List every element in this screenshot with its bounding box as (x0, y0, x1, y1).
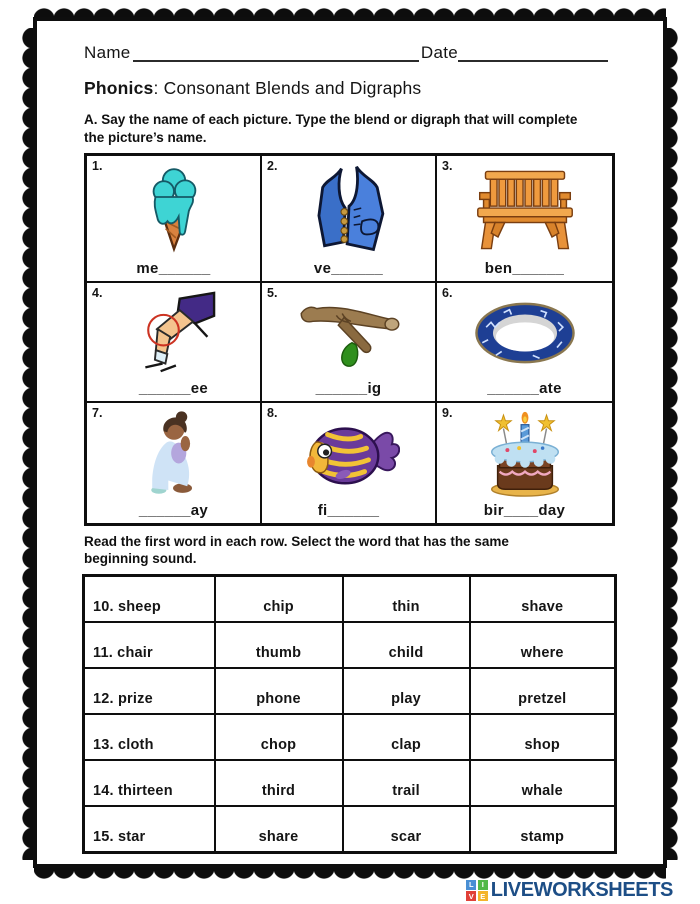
birthday-cake-image (478, 403, 572, 502)
choice-word[interactable]: shave (470, 576, 616, 623)
answer-blank-8[interactable]: fi______ (317, 501, 380, 519)
picture-cell-1 (87, 156, 262, 283)
choice-word[interactable]: shop (470, 714, 616, 760)
choice-word[interactable]: stamp (470, 806, 616, 853)
picture-cell-5 (262, 283, 437, 403)
choice-word[interactable]: thin (343, 576, 470, 623)
choice-word[interactable]: scar (343, 806, 470, 853)
picture-cell-9 (437, 403, 612, 523)
answer-blank-7[interactable]: ______ay (138, 501, 209, 519)
choice-word[interactable]: where (470, 622, 616, 668)
prompt-word: 10. sheep (84, 576, 215, 623)
knee-image (131, 283, 217, 380)
choice-word[interactable]: chop (215, 714, 343, 760)
liveworksheets-logo-icon (466, 880, 488, 902)
choice-word[interactable]: share (215, 806, 343, 853)
section-a-instruction: A. Say the name of each picture. Type the blend or digraph that will complete the picture’s name. (84, 112, 578, 145)
picture-number: 2. (267, 158, 278, 173)
picture-number: 7. (92, 405, 103, 420)
picture-number: 3. (442, 158, 453, 173)
picture-cell-6 (437, 283, 612, 403)
table-row (84, 714, 616, 760)
answer-blank-2[interactable]: ve______ (313, 259, 384, 277)
table-row (84, 806, 616, 853)
table-row (84, 622, 616, 668)
choice-word[interactable]: pretzel (470, 668, 616, 714)
name-date-row (84, 43, 608, 63)
picture-number: 1. (92, 158, 103, 173)
picture-number: 4. (92, 285, 103, 300)
answer-blank-4[interactable]: ______ee (138, 379, 209, 397)
table-row (84, 668, 616, 714)
table-row (84, 576, 616, 623)
logo-square-l: L (466, 880, 476, 890)
picture-cell-8 (262, 403, 437, 523)
brand-name: LIVEWORKSHEETS (490, 879, 673, 901)
picture-number: 8. (267, 405, 278, 420)
picture-grid (84, 153, 615, 526)
vest-image (309, 156, 389, 260)
twig-image (297, 283, 401, 380)
answer-blank-6[interactable]: ______ate (487, 379, 562, 397)
picture-cell-2 (262, 156, 437, 283)
table-row (84, 760, 616, 806)
word-choice-table (82, 574, 617, 854)
picture-number: 9. (442, 405, 453, 420)
choice-word[interactable]: third (215, 760, 343, 806)
choice-word[interactable]: play (343, 668, 470, 714)
logo-square-v: V (466, 891, 476, 901)
answer-blank-9[interactable]: bir____day (483, 501, 566, 519)
plate-image (472, 283, 578, 380)
choice-word[interactable]: thumb (215, 622, 343, 668)
worksheet-page (33, 17, 667, 868)
date-fill-line[interactable] (458, 48, 608, 62)
fish-image (298, 403, 400, 502)
date-label: Date (420, 43, 458, 62)
choice-word[interactable]: phone (215, 668, 343, 714)
melting-ice-cream-image (135, 156, 213, 260)
name-fill-line[interactable] (133, 48, 419, 62)
praying-girl-image (138, 403, 210, 502)
picture-cell-4 (87, 283, 262, 403)
picture-number: 5. (267, 285, 278, 300)
answer-blank-3[interactable]: ben______ (484, 259, 565, 277)
choice-word[interactable]: clap (343, 714, 470, 760)
prompt-word: 14. thirteen (84, 760, 215, 806)
answer-blank-5[interactable]: ______ig (315, 379, 382, 397)
liveworksheets-branding (466, 879, 673, 902)
title-bold-part: Phonics (84, 78, 154, 98)
section-b-instruction: Read the first word in each row. Select the word that has the same beginning sound. (84, 533, 509, 567)
picture-number: 6. (442, 285, 453, 300)
bench-image (472, 156, 578, 260)
prompt-word: 11. chair (84, 622, 215, 668)
worksheet-title (84, 78, 617, 99)
choice-word[interactable]: trail (343, 760, 470, 806)
logo-square-e: E (478, 891, 488, 901)
picture-cell-3 (437, 156, 612, 283)
prompt-word: 13. cloth (84, 714, 215, 760)
choice-word[interactable]: child (343, 622, 470, 668)
prompt-word: 12. prize (84, 668, 215, 714)
title-rest-part: : Consonant Blends and Digraphs (153, 78, 422, 98)
choice-word[interactable]: chip (215, 576, 343, 623)
picture-cell-7 (87, 403, 262, 523)
answer-blank-1[interactable]: me______ (136, 259, 211, 277)
logo-square-i: I (478, 880, 488, 890)
prompt-word: 15. star (84, 806, 215, 853)
choice-word[interactable]: whale (470, 760, 616, 806)
name-label: Name (84, 43, 131, 62)
